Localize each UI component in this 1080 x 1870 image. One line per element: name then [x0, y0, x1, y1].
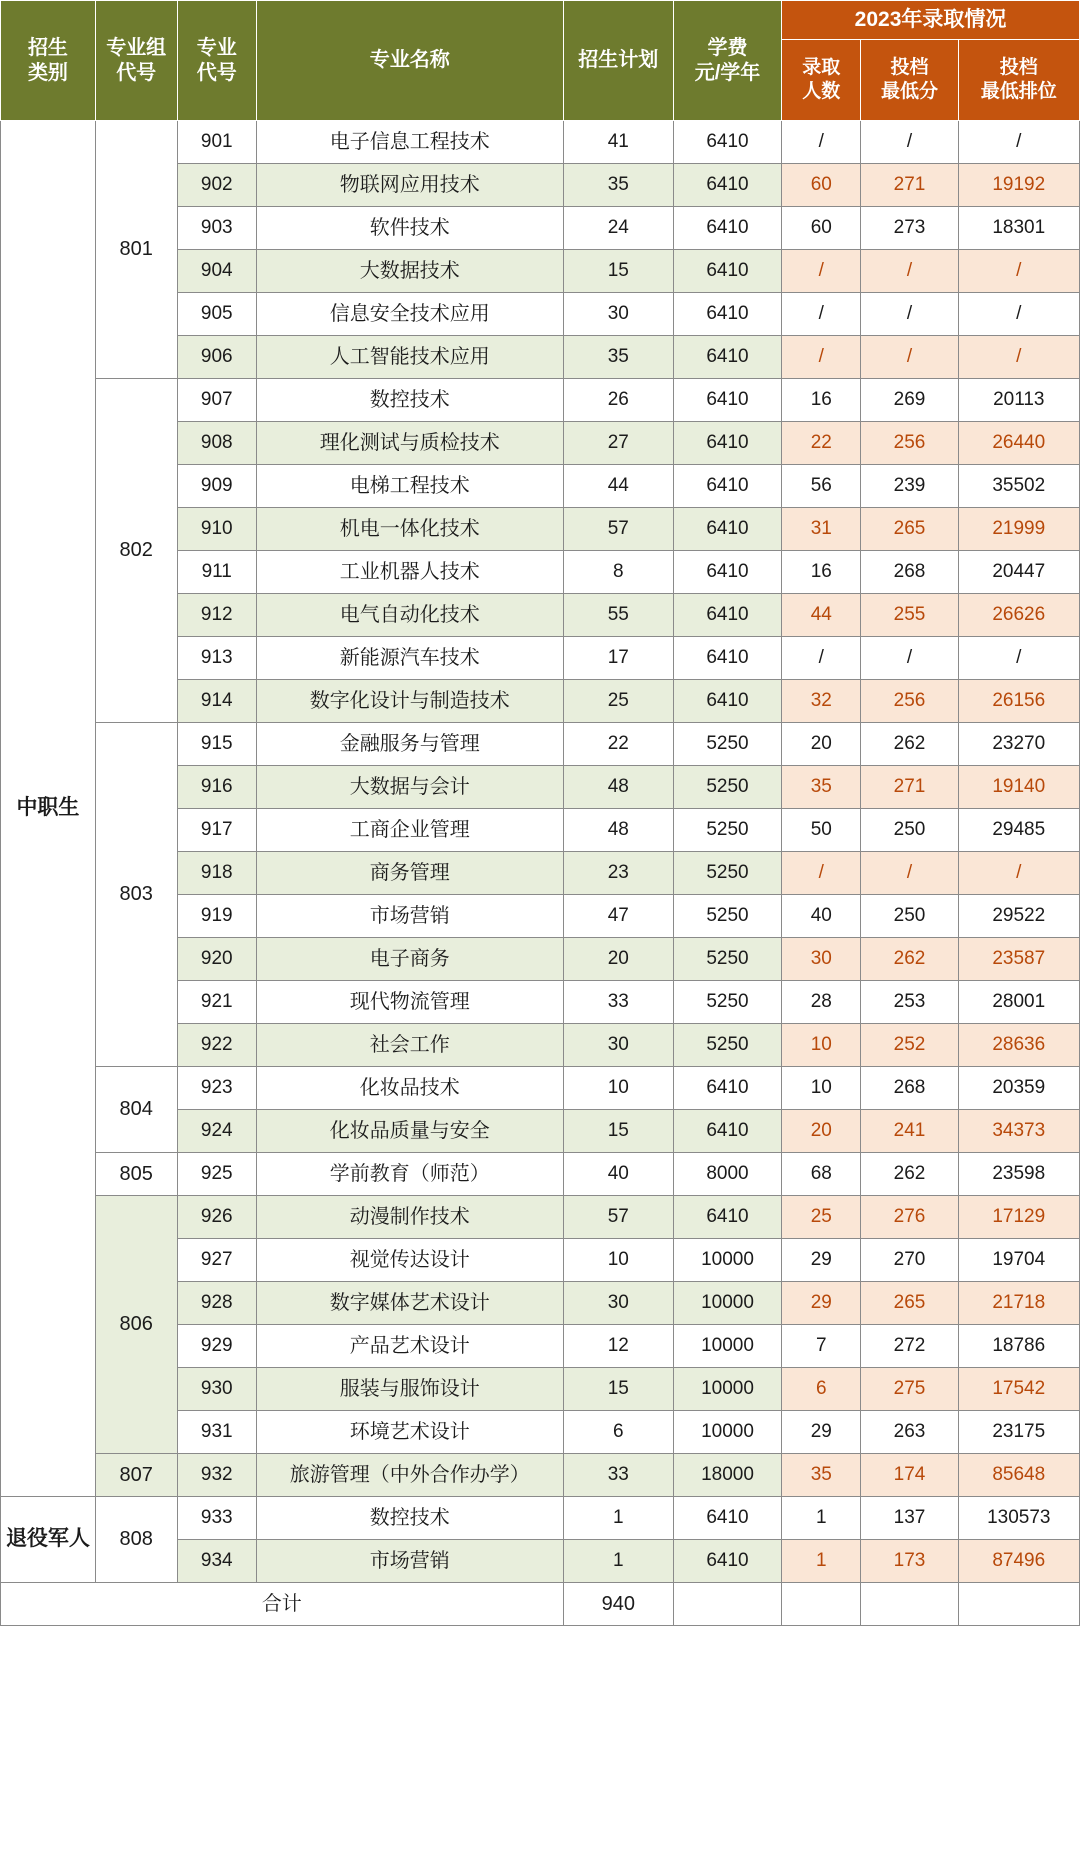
plan-cell: 27 — [563, 422, 673, 465]
min-score-cell: 173 — [861, 1540, 958, 1583]
admitted-cell: / — [782, 852, 861, 895]
fee-cell: 8000 — [673, 1153, 781, 1196]
group-code-cell: 805 — [95, 1153, 177, 1196]
major-name-cell: 大数据与会计 — [256, 766, 563, 809]
major-code-cell: 917 — [177, 809, 256, 852]
min-rank-cell: 23587 — [958, 938, 1079, 981]
min-rank-cell: 130573 — [958, 1497, 1079, 1540]
major-name-cell: 数字媒体艺术设计 — [256, 1282, 563, 1325]
major-code-cell: 930 — [177, 1368, 256, 1411]
plan-cell: 47 — [563, 895, 673, 938]
group-code-cell: 802 — [95, 379, 177, 723]
fee-cell: 6410 — [673, 121, 781, 164]
admitted-cell: 29 — [782, 1239, 861, 1282]
admitted-cell: 40 — [782, 895, 861, 938]
plan-cell: 10 — [563, 1067, 673, 1110]
major-name-cell: 服装与服饰设计 — [256, 1368, 563, 1411]
min-score-cell: 263 — [861, 1411, 958, 1454]
plan-cell: 40 — [563, 1153, 673, 1196]
major-code-cell: 911 — [177, 551, 256, 594]
admitted-cell: 16 — [782, 379, 861, 422]
min-score-cell: 252 — [861, 1024, 958, 1067]
min-score-cell: 265 — [861, 1282, 958, 1325]
major-code-cell: 905 — [177, 293, 256, 336]
plan-cell: 20 — [563, 938, 673, 981]
header-plan: 招生计划 — [563, 1, 673, 121]
fee-cell: 6410 — [673, 250, 781, 293]
fee-cell: 5250 — [673, 1024, 781, 1067]
fee-cell: 5250 — [673, 938, 781, 981]
major-code-cell: 904 — [177, 250, 256, 293]
min-rank-cell: 19704 — [958, 1239, 1079, 1282]
total-plan: 940 — [563, 1583, 673, 1626]
min-score-cell: 275 — [861, 1368, 958, 1411]
min-score-cell: 262 — [861, 938, 958, 981]
fee-cell: 6410 — [673, 379, 781, 422]
min-score-cell: 268 — [861, 551, 958, 594]
major-code-cell: 925 — [177, 1153, 256, 1196]
min-rank-cell: 21718 — [958, 1282, 1079, 1325]
min-rank-cell: / — [958, 852, 1079, 895]
admitted-cell: 35 — [782, 1454, 861, 1497]
major-name-cell: 数控技术 — [256, 1497, 563, 1540]
total-admitted-blank — [782, 1583, 861, 1626]
min-rank-cell: 23598 — [958, 1153, 1079, 1196]
major-name-cell: 电子信息工程技术 — [256, 121, 563, 164]
major-code-cell: 909 — [177, 465, 256, 508]
min-rank-cell: / — [958, 121, 1079, 164]
major-code-cell: 931 — [177, 1411, 256, 1454]
min-score-cell: / — [861, 293, 958, 336]
min-score-cell: 250 — [861, 809, 958, 852]
plan-cell: 26 — [563, 379, 673, 422]
table-row — [1, 1067, 1080, 1110]
min-rank-cell: 87496 — [958, 1540, 1079, 1583]
plan-cell: 12 — [563, 1325, 673, 1368]
major-code-cell: 928 — [177, 1282, 256, 1325]
fee-cell: 10000 — [673, 1239, 781, 1282]
admitted-cell: 1 — [782, 1540, 861, 1583]
major-code-cell: 923 — [177, 1067, 256, 1110]
header-fee: 学费 元/学年 — [673, 1, 781, 121]
major-name-cell: 信息安全技术应用 — [256, 293, 563, 336]
min-rank-cell: 34373 — [958, 1110, 1079, 1153]
plan-cell: 23 — [563, 852, 673, 895]
fee-cell: 6410 — [673, 1540, 781, 1583]
min-rank-cell: 18301 — [958, 207, 1079, 250]
min-score-cell: 262 — [861, 723, 958, 766]
major-name-cell: 新能源汽车技术 — [256, 637, 563, 680]
group-code-cell: 803 — [95, 723, 177, 1067]
min-rank-cell: 29485 — [958, 809, 1079, 852]
admitted-cell: 10 — [782, 1024, 861, 1067]
admitted-cell: 30 — [782, 938, 861, 981]
major-name-cell: 电梯工程技术 — [256, 465, 563, 508]
plan-cell: 35 — [563, 336, 673, 379]
min-score-cell: 268 — [861, 1067, 958, 1110]
admitted-cell: 22 — [782, 422, 861, 465]
header-major-code: 专业 代号 — [177, 1, 256, 121]
major-code-cell: 926 — [177, 1196, 256, 1239]
min-score-cell: 271 — [861, 766, 958, 809]
admitted-cell: 60 — [782, 164, 861, 207]
admitted-cell: 6 — [782, 1368, 861, 1411]
major-name-cell: 化妆品质量与安全 — [256, 1110, 563, 1153]
min-score-cell: 241 — [861, 1110, 958, 1153]
major-code-cell: 922 — [177, 1024, 256, 1067]
fee-cell: 10000 — [673, 1411, 781, 1454]
major-name-cell: 学前教育（师范） — [256, 1153, 563, 1196]
plan-cell: 6 — [563, 1411, 673, 1454]
min-score-cell: 256 — [861, 680, 958, 723]
admitted-cell: 20 — [782, 1110, 861, 1153]
plan-cell: 17 — [563, 637, 673, 680]
total-rank-blank — [958, 1583, 1079, 1626]
admitted-cell: 44 — [782, 594, 861, 637]
major-name-cell: 现代物流管理 — [256, 981, 563, 1024]
fee-cell: 10000 — [673, 1325, 781, 1368]
table-row — [1, 723, 1080, 766]
major-code-cell: 924 — [177, 1110, 256, 1153]
table-row — [1, 1196, 1080, 1239]
min-score-cell: 270 — [861, 1239, 958, 1282]
fee-cell: 5250 — [673, 723, 781, 766]
admitted-cell: 35 — [782, 766, 861, 809]
fee-cell: 6410 — [673, 1110, 781, 1153]
min-score-cell: 256 — [861, 422, 958, 465]
major-name-cell: 电气自动化技术 — [256, 594, 563, 637]
admitted-cell: 56 — [782, 465, 861, 508]
group-code-cell: 806 — [95, 1196, 177, 1454]
fee-cell: 10000 — [673, 1368, 781, 1411]
major-code-cell: 932 — [177, 1454, 256, 1497]
min-score-cell: 262 — [861, 1153, 958, 1196]
min-rank-cell: 26440 — [958, 422, 1079, 465]
plan-cell: 48 — [563, 766, 673, 809]
major-code-cell: 902 — [177, 164, 256, 207]
fee-cell: 6410 — [673, 422, 781, 465]
admitted-cell: 29 — [782, 1411, 861, 1454]
fee-cell: 6410 — [673, 1497, 781, 1540]
plan-cell: 30 — [563, 293, 673, 336]
major-name-cell: 数控技术 — [256, 379, 563, 422]
major-name-cell: 工商企业管理 — [256, 809, 563, 852]
admitted-cell: 31 — [782, 508, 861, 551]
major-name-cell: 大数据技术 — [256, 250, 563, 293]
category-cell: 中职生 — [1, 121, 96, 1497]
major-code-cell: 906 — [177, 336, 256, 379]
min-rank-cell: 20447 — [958, 551, 1079, 594]
min-score-cell: 272 — [861, 1325, 958, 1368]
min-rank-cell: 21999 — [958, 508, 1079, 551]
major-name-cell: 物联网应用技术 — [256, 164, 563, 207]
plan-cell: 15 — [563, 250, 673, 293]
plan-cell: 57 — [563, 508, 673, 551]
total-score-blank — [861, 1583, 958, 1626]
min-score-cell: 174 — [861, 1454, 958, 1497]
min-score-cell: 250 — [861, 895, 958, 938]
min-score-cell: 269 — [861, 379, 958, 422]
plan-cell: 35 — [563, 164, 673, 207]
min-rank-cell: 20359 — [958, 1067, 1079, 1110]
major-name-cell: 机电一体化技术 — [256, 508, 563, 551]
min-rank-cell: 19140 — [958, 766, 1079, 809]
admitted-cell: 29 — [782, 1282, 861, 1325]
plan-cell: 25 — [563, 680, 673, 723]
plan-cell: 1 — [563, 1540, 673, 1583]
table-row — [1, 121, 1080, 164]
fee-cell: 6410 — [673, 1196, 781, 1239]
fee-cell: 6410 — [673, 637, 781, 680]
admitted-cell: 7 — [782, 1325, 861, 1368]
major-name-cell: 环境艺术设计 — [256, 1411, 563, 1454]
major-code-cell: 901 — [177, 121, 256, 164]
header-row-1 — [1, 1, 1080, 40]
min-rank-cell: 23175 — [958, 1411, 1079, 1454]
min-score-cell: / — [861, 336, 958, 379]
major-name-cell: 产品艺术设计 — [256, 1325, 563, 1368]
table-head — [1, 1, 1080, 121]
admitted-cell: / — [782, 336, 861, 379]
header-category: 招生 类别 — [1, 1, 96, 121]
plan-cell: 30 — [563, 1282, 673, 1325]
header-major-name: 专业名称 — [256, 1, 563, 121]
major-name-cell: 理化测试与质检技术 — [256, 422, 563, 465]
major-name-cell: 软件技术 — [256, 207, 563, 250]
admitted-cell: 32 — [782, 680, 861, 723]
major-name-cell: 视觉传达设计 — [256, 1239, 563, 1282]
major-name-cell: 工业机器人技术 — [256, 551, 563, 594]
major-code-cell: 927 — [177, 1239, 256, 1282]
admitted-cell: / — [782, 121, 861, 164]
group-code-cell: 807 — [95, 1454, 177, 1497]
min-rank-cell: 28001 — [958, 981, 1079, 1024]
plan-cell: 15 — [563, 1110, 673, 1153]
min-rank-cell: 26626 — [958, 594, 1079, 637]
table-row — [1, 1153, 1080, 1196]
min-score-cell: / — [861, 250, 958, 293]
admitted-cell: / — [782, 637, 861, 680]
min-score-cell: 276 — [861, 1196, 958, 1239]
total-row — [1, 1583, 1080, 1626]
header-admission-banner: 2023年录取情况 — [782, 1, 1080, 40]
admitted-cell: 16 — [782, 551, 861, 594]
admitted-cell: 25 — [782, 1196, 861, 1239]
min-rank-cell: / — [958, 293, 1079, 336]
fee-cell: 6410 — [673, 164, 781, 207]
header-min-score: 投档 最低分 — [861, 40, 958, 121]
fee-cell: 6410 — [673, 207, 781, 250]
min-rank-cell: 26156 — [958, 680, 1079, 723]
plan-cell: 48 — [563, 809, 673, 852]
major-name-cell: 金融服务与管理 — [256, 723, 563, 766]
major-name-cell: 数字化设计与制造技术 — [256, 680, 563, 723]
fee-cell: 5250 — [673, 981, 781, 1024]
major-code-cell: 910 — [177, 508, 256, 551]
admitted-cell: 10 — [782, 1067, 861, 1110]
admitted-cell: / — [782, 293, 861, 336]
fee-cell: 6410 — [673, 594, 781, 637]
header-group-code: 专业组 代号 — [95, 1, 177, 121]
major-code-cell: 908 — [177, 422, 256, 465]
min-score-cell: 137 — [861, 1497, 958, 1540]
admitted-cell: / — [782, 250, 861, 293]
min-rank-cell: 19192 — [958, 164, 1079, 207]
major-name-cell: 市场营销 — [256, 895, 563, 938]
plan-cell: 24 — [563, 207, 673, 250]
plan-cell: 10 — [563, 1239, 673, 1282]
min-score-cell: 255 — [861, 594, 958, 637]
admitted-cell: 68 — [782, 1153, 861, 1196]
major-code-cell: 918 — [177, 852, 256, 895]
plan-cell: 15 — [563, 1368, 673, 1411]
table-body — [1, 121, 1080, 1583]
fee-cell: 5250 — [673, 766, 781, 809]
major-name-cell: 市场营销 — [256, 1540, 563, 1583]
min-rank-cell: 85648 — [958, 1454, 1079, 1497]
group-code-cell: 804 — [95, 1067, 177, 1153]
total-fee-blank — [673, 1583, 781, 1626]
table-row — [1, 1454, 1080, 1497]
total-label: 合计 — [1, 1583, 564, 1626]
min-score-cell: 271 — [861, 164, 958, 207]
min-score-cell: 273 — [861, 207, 958, 250]
fee-cell: 6410 — [673, 508, 781, 551]
min-rank-cell: 18786 — [958, 1325, 1079, 1368]
min-rank-cell: 20113 — [958, 379, 1079, 422]
major-code-cell: 914 — [177, 680, 256, 723]
plan-cell: 33 — [563, 981, 673, 1024]
major-code-cell: 921 — [177, 981, 256, 1024]
group-code-cell: 808 — [95, 1497, 177, 1583]
group-code-cell: 801 — [95, 121, 177, 379]
fee-cell: 6410 — [673, 680, 781, 723]
major-name-cell: 人工智能技术应用 — [256, 336, 563, 379]
major-code-cell: 915 — [177, 723, 256, 766]
fee-cell: 6410 — [673, 336, 781, 379]
fee-cell: 6410 — [673, 465, 781, 508]
fee-cell: 5250 — [673, 895, 781, 938]
plan-cell: 30 — [563, 1024, 673, 1067]
major-code-cell: 929 — [177, 1325, 256, 1368]
table-row — [1, 379, 1080, 422]
major-name-cell: 化妆品技术 — [256, 1067, 563, 1110]
category-cell: 退役军人 — [1, 1497, 96, 1583]
min-rank-cell: 23270 — [958, 723, 1079, 766]
admitted-cell: 60 — [782, 207, 861, 250]
admitted-cell: 1 — [782, 1497, 861, 1540]
admitted-cell: 50 — [782, 809, 861, 852]
min-rank-cell: / — [958, 250, 1079, 293]
table-row — [1, 1497, 1080, 1540]
major-code-cell: 907 — [177, 379, 256, 422]
admitted-cell: 20 — [782, 723, 861, 766]
major-code-cell: 934 — [177, 1540, 256, 1583]
fee-cell: 5250 — [673, 852, 781, 895]
major-code-cell: 903 — [177, 207, 256, 250]
fee-cell: 6410 — [673, 293, 781, 336]
plan-cell: 41 — [563, 121, 673, 164]
min-rank-cell: 17542 — [958, 1368, 1079, 1411]
major-code-cell: 912 — [177, 594, 256, 637]
plan-cell: 22 — [563, 723, 673, 766]
min-score-cell: / — [861, 121, 958, 164]
min-score-cell: 265 — [861, 508, 958, 551]
plan-cell: 55 — [563, 594, 673, 637]
major-code-cell: 916 — [177, 766, 256, 809]
fee-cell: 5250 — [673, 809, 781, 852]
min-score-cell: 253 — [861, 981, 958, 1024]
min-rank-cell: 35502 — [958, 465, 1079, 508]
min-rank-cell: 29522 — [958, 895, 1079, 938]
major-code-cell: 919 — [177, 895, 256, 938]
header-min-rank: 投档 最低排位 — [958, 40, 1079, 121]
fee-cell: 18000 — [673, 1454, 781, 1497]
plan-cell: 33 — [563, 1454, 673, 1497]
header-admitted-count: 录取 人数 — [782, 40, 861, 121]
min-score-cell: / — [861, 852, 958, 895]
major-code-cell: 933 — [177, 1497, 256, 1540]
plan-cell: 8 — [563, 551, 673, 594]
fee-cell: 10000 — [673, 1282, 781, 1325]
min-rank-cell: 28636 — [958, 1024, 1079, 1067]
table-foot — [1, 1583, 1080, 1626]
plan-cell: 57 — [563, 1196, 673, 1239]
min-rank-cell: / — [958, 637, 1079, 680]
fee-cell: 6410 — [673, 551, 781, 594]
major-code-cell: 920 — [177, 938, 256, 981]
major-name-cell: 商务管理 — [256, 852, 563, 895]
plan-cell: 44 — [563, 465, 673, 508]
major-name-cell: 电子商务 — [256, 938, 563, 981]
min-rank-cell: / — [958, 336, 1079, 379]
major-code-cell: 913 — [177, 637, 256, 680]
admitted-cell: 28 — [782, 981, 861, 1024]
fee-cell: 6410 — [673, 1067, 781, 1110]
min-score-cell: 239 — [861, 465, 958, 508]
min-rank-cell: 17129 — [958, 1196, 1079, 1239]
plan-cell: 1 — [563, 1497, 673, 1540]
major-name-cell: 旅游管理（中外合作办学） — [256, 1454, 563, 1497]
major-name-cell: 社会工作 — [256, 1024, 563, 1067]
min-score-cell: / — [861, 637, 958, 680]
major-name-cell: 动漫制作技术 — [256, 1196, 563, 1239]
